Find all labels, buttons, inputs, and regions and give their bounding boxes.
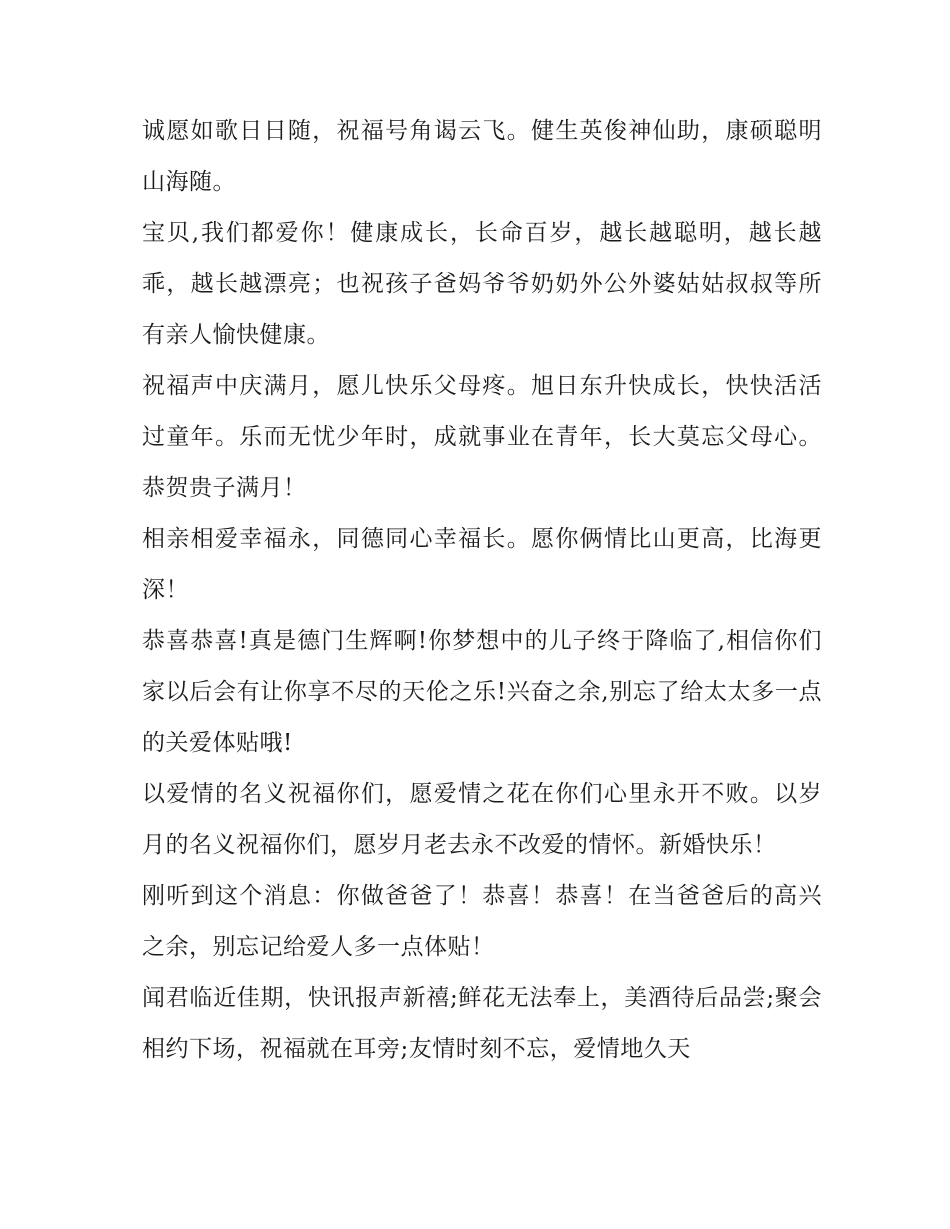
paragraph-6: 以爱情的名义祝福你们，愿爱情之花在你们心里永开不败。以岁月的名义祝福你们，愿岁月老去永不改爱的情怀。新婚快乐！ [142,781,822,858]
paragraph-5: 恭喜恭喜!真是德门生辉啊!你梦想中的儿子终于降临了,相信你们家以后会有让你享不尽的天伦之乐!兴奋之余,别忘了给太太多一点的关爱体贴哦! [142,628,822,756]
paragraph-7: 刚听到这个消息：你做爸爸了！恭喜！恭喜！在当爸爸后的高兴之余，别忘记给爱人多一点体贴！ [142,883,822,960]
paragraph-1: 诚愿如歌日日随，祝福号角谒云飞。健生英俊神仙助，康硕聪明山海随。 [142,118,822,195]
document-body [142,106,822,1075]
paragraph-8: 闻君临近佳期，快讯报声新禧;鲜花无法奉上，美酒待后品尝;聚会相约下场，祝福就在耳旁;友情时刻不忘，爱情地久天 [142,985,822,1062]
paragraph-2: 宝贝,我们都爱你！健康成长，长命百岁，越长越聪明，越长越乖，越长越漂亮；也祝孩子爸妈爷爷奶奶外公外婆姑姑叔叔等所有亲人愉快健康。 [142,220,822,348]
paragraph-3: 祝福声中庆满月，愿儿快乐父母疼。旭日东升快成长，快快活活过童年。乐而无忧少年时，成就事业在青年，长大莫忘父母心。恭贺贵子满月！ [142,373,822,501]
paragraph-4: 相亲相爱幸福永，同德同心幸福长。愿你俩情比山更高，比海更深！ [142,526,822,603]
